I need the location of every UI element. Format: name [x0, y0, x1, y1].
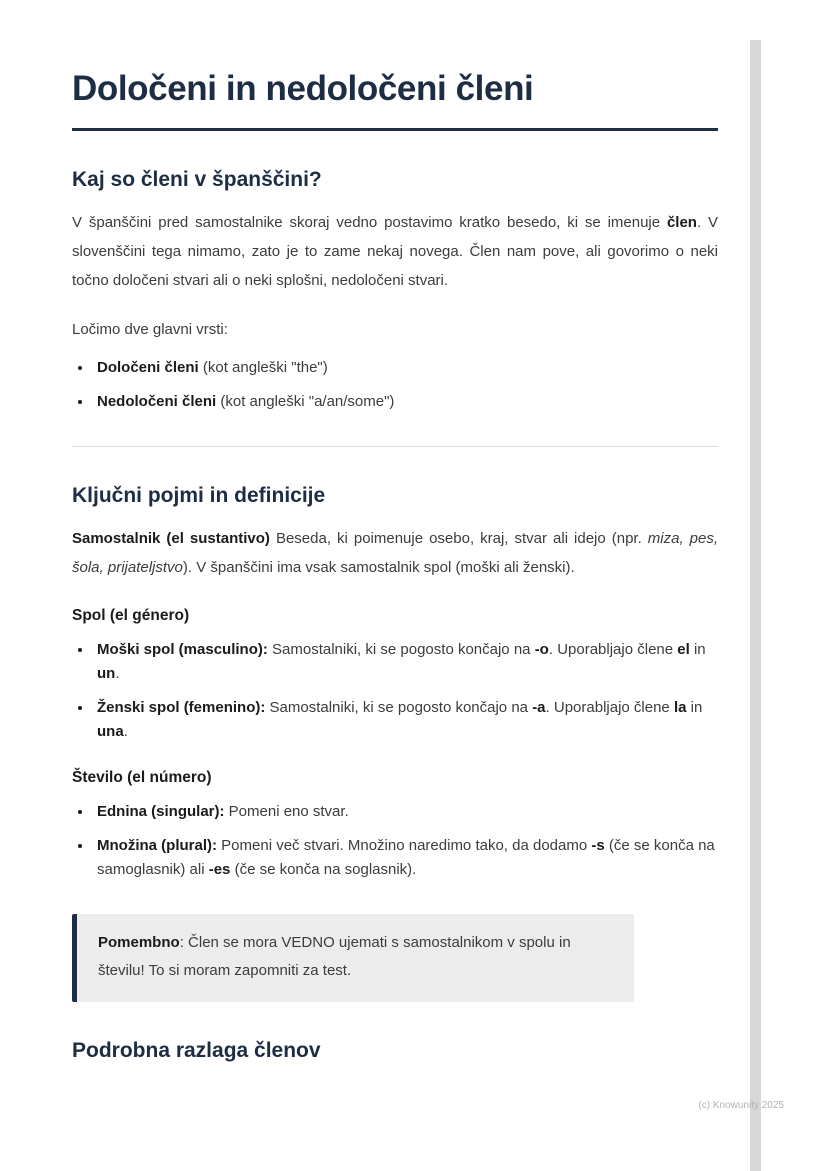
text-run: Nedoločeni členi	[97, 393, 217, 410]
list-item-plural	[93, 834, 718, 882]
text-run: el	[677, 641, 690, 658]
footer-credit: (c) Knowunity 2025	[698, 1100, 784, 1111]
important-callout	[72, 914, 634, 1002]
text-run: miza, pes, šola, prijateljstvo	[72, 530, 719, 576]
gender-list	[72, 638, 718, 744]
text-run: . Uporabljajo člene	[548, 641, 678, 658]
text-run: Samostalnik (el sustantivo)	[72, 530, 270, 547]
noun-definition-paragraph	[72, 524, 718, 582]
list-item-masculine	[93, 638, 718, 686]
section-heading-intro: Kaj so členi v španščini?	[72, 168, 322, 191]
text-run: un	[97, 665, 116, 682]
intro-lead: Ločimo dve glavni vrsti:	[72, 321, 228, 338]
text-run: . V slovenščini tega nimamo, zato je to zame nekaj novega. Člen nam pove, ali govorimo o neki točno določeni stvari ali o neki splošni, nedoločeni stvari.	[72, 214, 718, 289]
gender-subheading: Spol (el género)	[72, 607, 190, 624]
text-run: Ženski spol (femenino):	[97, 699, 266, 716]
number-list	[72, 800, 718, 882]
text-run: (če se konča na samoglasnik) ali	[97, 837, 715, 878]
text-run: ). V španščini ima vsak samostalnik spol (moški ali ženski).	[182, 559, 575, 576]
text-run: V španščini pred samostalnike skoraj vedno postavimo kratko besedo, ki se imenuje	[72, 214, 667, 231]
list-item-indefinite-articles	[93, 390, 718, 414]
text-run: (kot angleški "the")	[198, 359, 328, 376]
number-subheading: Število (el número)	[72, 769, 212, 786]
text-run: : Člen se mora VEDNO ujemati s samostalnikom v spolu in številu! To si moram zapomniti za test.	[98, 934, 571, 979]
text-run: la	[673, 699, 687, 716]
text-run: (če se konča na soglasnik).	[230, 861, 417, 878]
title-rule	[72, 128, 718, 131]
text-run: Množina (plural):	[97, 837, 217, 854]
text-run: Pomeni več stvari. Množino naredimo tako, da dodamo	[217, 837, 592, 854]
intro-paragraph	[72, 208, 718, 295]
text-run: Samostalniki, ki se pogosto končajo na	[265, 699, 533, 716]
list-item-definite-articles	[93, 356, 718, 380]
text-run: Samostalniki, ki se pogosto končajo na	[267, 641, 535, 658]
text-run: . Uporabljajo člene	[545, 699, 674, 716]
text-run: Moški spol (masculino):	[97, 641, 268, 658]
text-run: una	[97, 723, 124, 740]
text-run: Ednina (singular):	[97, 803, 225, 820]
text-run: Določeni členi	[97, 359, 199, 376]
section-divider	[72, 446, 718, 447]
text-run: (kot angleški "a/an/some")	[216, 393, 395, 410]
text-run: in	[689, 641, 706, 658]
list-item-singular	[93, 800, 718, 824]
important-callout-text	[98, 929, 610, 985]
section-definitions	[72, 483, 718, 1002]
text-run: Pomeni eno stvar.	[224, 803, 349, 820]
text-run: Beseda, ki poimenuje osebo, kraj, stvar ali idejo (npr.	[269, 530, 648, 547]
text-run: -es	[208, 861, 231, 878]
list-item-feminine	[93, 696, 718, 744]
text-run: -s	[591, 837, 605, 854]
text-run: -a	[532, 699, 546, 716]
text-run: -o	[534, 641, 549, 658]
section-intro	[72, 167, 718, 414]
text-run: .	[123, 723, 128, 740]
text-run: člen	[666, 214, 697, 231]
section-heading-detailed: Podrobna razlaga členov	[72, 1039, 321, 1062]
page-title: Določeni in nedoločeni členi	[72, 69, 534, 108]
text-run: Pomembno	[98, 934, 180, 951]
section-heading-definitions: Ključni pojmi in definicije	[72, 484, 326, 507]
text-run: .	[115, 665, 120, 682]
text-run: in	[686, 699, 703, 716]
article-types-list	[72, 356, 718, 414]
